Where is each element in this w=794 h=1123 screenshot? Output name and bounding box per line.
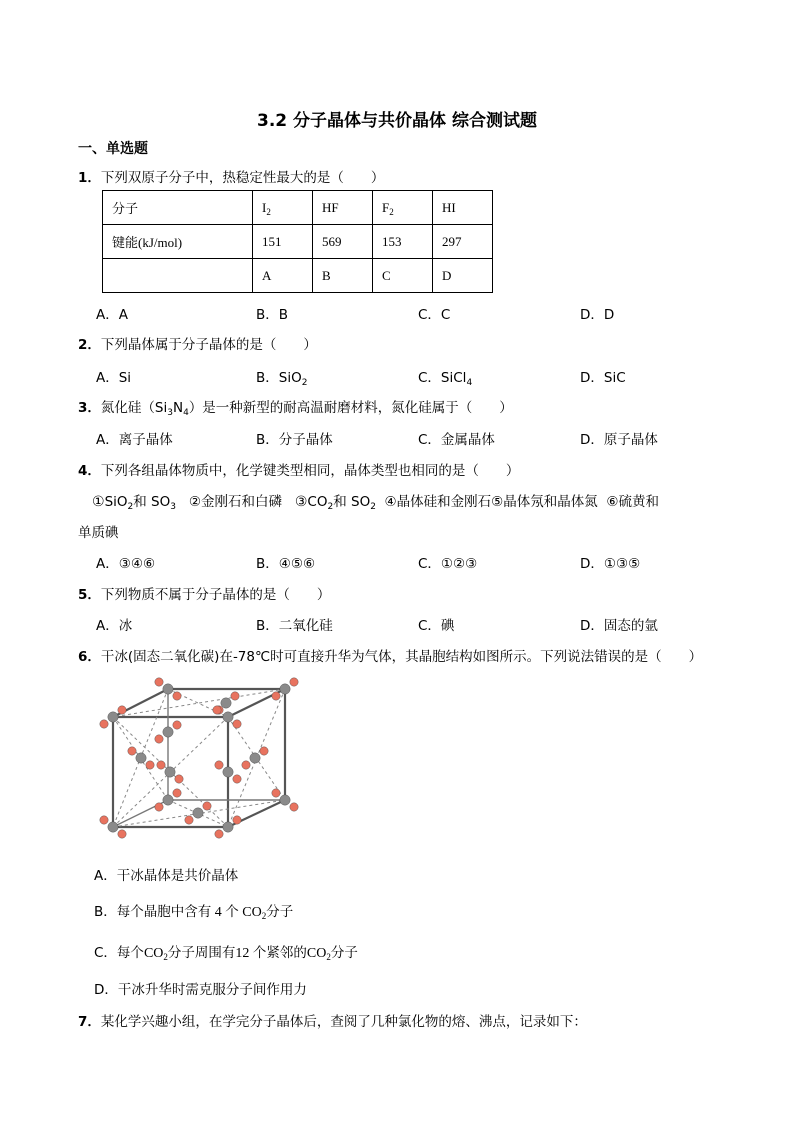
oxygen-atom <box>215 830 223 838</box>
carbon-atom <box>163 727 173 737</box>
table-row <box>103 225 493 259</box>
oxygen-atom <box>185 816 193 824</box>
oxygen-atom <box>155 678 163 686</box>
oxygen-atom <box>128 747 136 755</box>
oxygen-atom <box>260 747 268 755</box>
question-text: 干冰(固态二氧化碳)在-78℃时可直接升华为气体，其晶胞结构如图所示。下列说法错误的是（ ） <box>100 649 703 665</box>
co2-molecules <box>100 678 298 838</box>
question-number: 2． <box>78 337 101 353</box>
oxygen-atom <box>272 789 280 797</box>
oxygen-atom <box>173 789 181 797</box>
question-4-items: ①SiO$_2$和 $SO_3$ ②金刚石和白磷 $③CO_2$和 $SO_2$ ④晶体硅和金刚石⑤晶体氖和晶体氮 ⑥硫黄和 <box>92 494 659 512</box>
carbon-atom <box>136 753 146 763</box>
question-7 <box>78 1010 587 1030</box>
question-number: 1． <box>78 170 101 186</box>
question-text: 下列各组晶体物质中，化学键类型相同，晶体类型也相同的是（ ） <box>100 463 520 479</box>
question-text: 某化学兴趣小组，在学完分子晶体后，查阅了几种氯化物的熔、沸点，记录如下： <box>100 1014 587 1030</box>
oxygen-atom <box>118 830 126 838</box>
oxygen-atom <box>175 775 183 783</box>
table-cell: 151 <box>253 225 313 259</box>
option-c[interactable]: C．金属晶体 <box>418 432 495 448</box>
carbon-atom <box>223 822 233 832</box>
oxygen-atom <box>272 692 280 700</box>
option-a[interactable]: A．A <box>96 307 128 323</box>
table-row <box>103 259 493 293</box>
question-number: 5． <box>78 587 101 603</box>
oxygen-atom <box>233 720 241 728</box>
question-number: 3． <box>78 400 101 416</box>
option-d[interactable]: D．固态的氩 <box>580 618 658 634</box>
oxygen-atom <box>215 761 223 769</box>
question-4 <box>78 459 519 479</box>
option-b[interactable]: B．分子晶体 <box>256 432 333 448</box>
oxygen-atom <box>155 735 163 743</box>
oxygen-atom <box>173 721 181 729</box>
option-b[interactable]: B．二氧化硅 <box>256 618 333 634</box>
oxygen-atom <box>233 816 241 824</box>
table-cell <box>103 259 253 293</box>
carbon-atom <box>223 767 233 777</box>
option-a[interactable]: A．③④⑥ <box>96 556 156 572</box>
carbon-atom <box>163 684 173 694</box>
option-d[interactable]: D．D <box>580 307 615 323</box>
question-text: 下列晶体属于分子晶体的是（ ） <box>100 337 317 353</box>
option-b[interactable]: B．④⑤⑥ <box>256 556 316 572</box>
question-text: 下列双原子分子中，热稳定性最大的是（ ） <box>100 170 385 186</box>
option-c[interactable]: C．碘 <box>418 618 455 634</box>
table-cell: HF <box>313 191 373 225</box>
option-c[interactable]: C．每个$CO_2$分子周围有12 个紧邻的$CO_2$分子 <box>94 945 358 962</box>
section-heading: 一、单选题 <box>78 141 148 157</box>
oxygen-atom <box>173 692 181 700</box>
option-b[interactable]: B．B <box>256 307 289 323</box>
question-number: 4． <box>78 463 101 479</box>
table-cell: 键能(kJ/mol) <box>103 225 253 259</box>
option-b[interactable]: B．SiO$_2$ <box>256 370 308 388</box>
oxygen-atom <box>242 761 250 769</box>
oxygen-atom <box>203 802 211 810</box>
table-cell: C <box>373 259 433 293</box>
oxygen-atom <box>157 761 165 769</box>
question-2 <box>78 333 317 353</box>
carbon-atom <box>108 822 118 832</box>
question-1 <box>78 166 384 186</box>
carbon-atom <box>108 712 118 722</box>
carbon-atom <box>193 808 203 818</box>
table-cell: $I_2$ <box>253 191 313 225</box>
oxygen-atom <box>213 706 221 714</box>
option-a[interactable]: A．干冰晶体是共价晶体 <box>94 868 239 884</box>
question-6 <box>78 645 702 665</box>
carbon-atom <box>163 795 173 805</box>
option-a[interactable]: A．Si <box>96 370 132 386</box>
option-d[interactable]: D．原子晶体 <box>580 432 658 448</box>
option-b[interactable]: B．每个晶胞中含有 4 个 $CO_2$分子 <box>94 904 294 921</box>
table-row <box>103 191 493 225</box>
carbon-atom <box>223 712 233 722</box>
option-c[interactable]: C．C <box>418 307 451 323</box>
oxygen-atom <box>290 678 298 686</box>
option-d[interactable]: D．SiC <box>580 370 626 386</box>
table-cell: 297 <box>433 225 493 259</box>
table-cell: 153 <box>373 225 433 259</box>
carbon-atom <box>280 795 290 805</box>
option-d[interactable]: D．干冰升华时需克服分子间作用力 <box>94 982 307 998</box>
table-cell: 569 <box>313 225 373 259</box>
oxygen-atom <box>290 803 298 811</box>
carbon-atom <box>250 753 260 763</box>
carbon-atom <box>221 698 231 708</box>
question-5 <box>78 583 330 603</box>
dry-ice-unit-cell-figure <box>95 672 305 842</box>
bond-energy-table <box>102 190 493 293</box>
oxygen-atom <box>118 706 126 714</box>
question-number: 6． <box>78 649 101 665</box>
question-text: 下列物质不属于分子晶体的是（ ） <box>100 587 331 603</box>
option-a[interactable]: A．离子晶体 <box>96 432 173 448</box>
oxygen-atom <box>100 720 108 728</box>
oxygen-atom <box>100 816 108 824</box>
question-number: 7． <box>78 1014 101 1030</box>
oxygen-atom <box>233 775 241 783</box>
question-3: 3．氮化硅$(Si_3N_4)$是一种新型的耐高温耐磨材料，氮化硅属于（ ） <box>78 400 513 418</box>
document-title: 3.2 分子晶体与共价晶体 综合测试题 <box>257 111 537 131</box>
oxygen-atom <box>155 803 163 811</box>
carbon-atom <box>280 684 290 694</box>
carbon-atom <box>165 767 175 777</box>
table-cell: 分子 <box>103 191 253 225</box>
option-a[interactable]: A．冰 <box>96 618 133 634</box>
question-4-items-cont: 单质碘 <box>78 525 119 541</box>
oxygen-atom <box>146 761 154 769</box>
table-cell: HI <box>433 191 493 225</box>
option-c[interactable]: C．SiCl$_4$ <box>418 370 473 388</box>
table-cell: D <box>433 259 493 293</box>
table-cell: $F_2$ <box>373 191 433 225</box>
oxygen-atom <box>231 692 239 700</box>
table-cell: B <box>313 259 373 293</box>
table-cell: A <box>253 259 313 293</box>
option-d[interactable]: D．①③⑤ <box>580 556 641 572</box>
option-c[interactable]: C．①②③ <box>418 556 478 572</box>
